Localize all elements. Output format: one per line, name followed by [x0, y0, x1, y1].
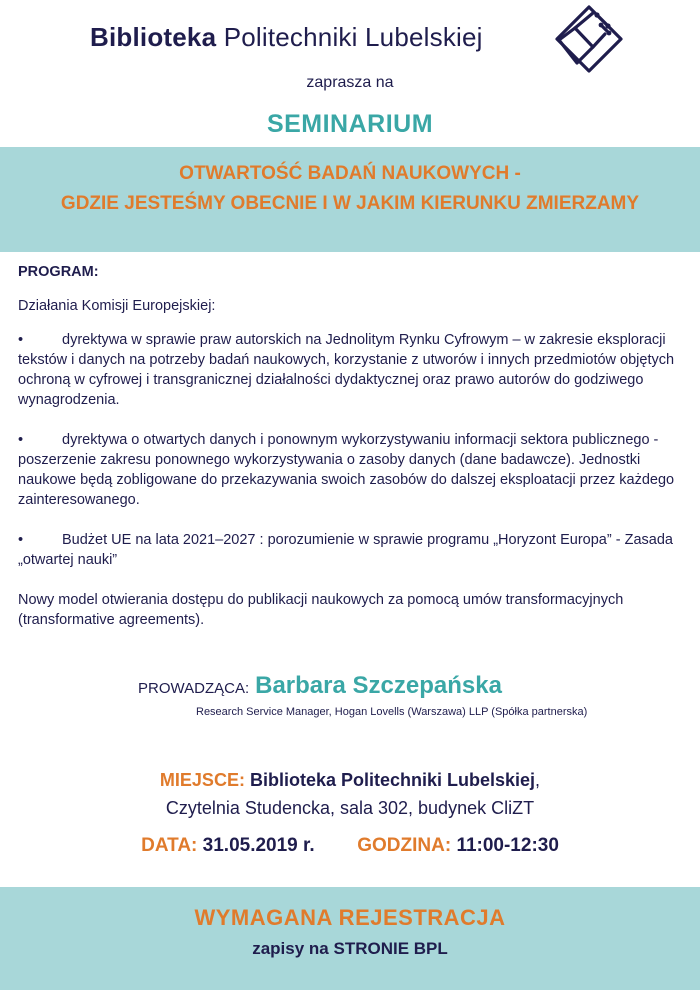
presenter-affiliation: Research Service Manager, Hogan Lovells (Warszawa) LLP (Spółka partnerska) [196, 706, 588, 718]
program-heading: PROGRAM: [18, 264, 99, 280]
seminar-label: SEMINARIUM [266, 110, 434, 138]
place-label: MIEJSCE: [159, 770, 245, 790]
topic-line-1: OTWARTOŚĆ BADAŃ NAUKOWYCH - [179, 163, 521, 184]
signup-text [0, 939, 700, 959]
program-bullet-1 [18, 330, 686, 410]
program-closing: Nowy model otwierania dostępu do publikacji naukowych za pomocą umów transformacyjnych (transformative agreements). [18, 592, 624, 628]
program-intro: Działania Komisji Europejskiej: [18, 298, 216, 314]
time-value: 11:00-12:30 [456, 835, 559, 856]
place-detail: Czytelnia Studencka, sala 302, budynek CliZT [165, 798, 535, 818]
bullet-3-rest: Zasada „otwartej nauki” [18, 532, 673, 568]
bullet-mark: • [18, 432, 24, 448]
presenter-name: Barbara Szczepańska [255, 672, 502, 699]
date-label: DATA: [141, 835, 198, 856]
presenter [138, 672, 502, 700]
place-name: Biblioteka Politechniki Lubelskiej [249, 770, 536, 790]
bullet-mark: • [18, 532, 24, 548]
event-datetime [0, 835, 700, 857]
program-bullet-2 [18, 430, 686, 510]
bullet-mark: • [18, 332, 24, 348]
program-bullet-3 [18, 530, 686, 570]
invite-text: zaprasza na [306, 74, 394, 91]
header [0, 0, 700, 80]
library-title-regular: Politechniki Lubelskiej [223, 22, 483, 52]
presenter-label: PROWADZĄCA: [138, 680, 250, 697]
signup-link[interactable]: STRONIE BPL [333, 939, 448, 958]
event-place [0, 766, 700, 822]
topic-banner [0, 147, 700, 252]
bullet-3-lead: Budżet UE na lata 2021–2027 : porozumienie w sprawie programu „Horyzont Europa” - [62, 532, 621, 548]
library-title [90, 22, 483, 53]
bullet-2-rest: publicznego - poszerzenie zakresu ponownego wykorzystywania o zasoby danych (dane badawcze). Jednostki naukowe będą zobligowane do przekazywania swoich zasobów do dalszej eksploatacji przez każdego zainteresowanego. [18, 432, 675, 508]
cube-circuit-icon [553, 3, 625, 75]
registration-banner [0, 887, 700, 990]
program-section [18, 262, 686, 630]
date-value: 31.05.2019 r. [202, 835, 315, 856]
library-title-bold: Biblioteka [90, 22, 217, 52]
bullet-1-rest: eksploracji tekstów i danych na potrzeby badań naukowych, korzystanie z utworów i innych przedmiotów objętych ochroną w cyfrowej i transgranicznej działalności dydaktycznej oraz prawo autorów do godziwego wynagrodzenia. [18, 332, 675, 408]
bullet-1-lead: dyrektywa w sprawie praw autorskich na Jednolitym Rynku Cyfrowym – w zakresie [62, 332, 594, 348]
bullet-2-lead: dyrektywa o otwartych danych i ponownym wykorzystywaniu informacji sektora [62, 432, 569, 448]
signup-prefix: zapisy na [252, 939, 329, 958]
registration-title: WYMAGANA REJESTRACJA [194, 905, 506, 930]
place-suffix: , [535, 770, 541, 790]
time-label: GODZINA: [357, 835, 452, 856]
topic-line-2: GDZIE JESTEŚMY OBECNIE I W JAKIM KIERUNKU ZMIERZAMY [60, 193, 640, 214]
